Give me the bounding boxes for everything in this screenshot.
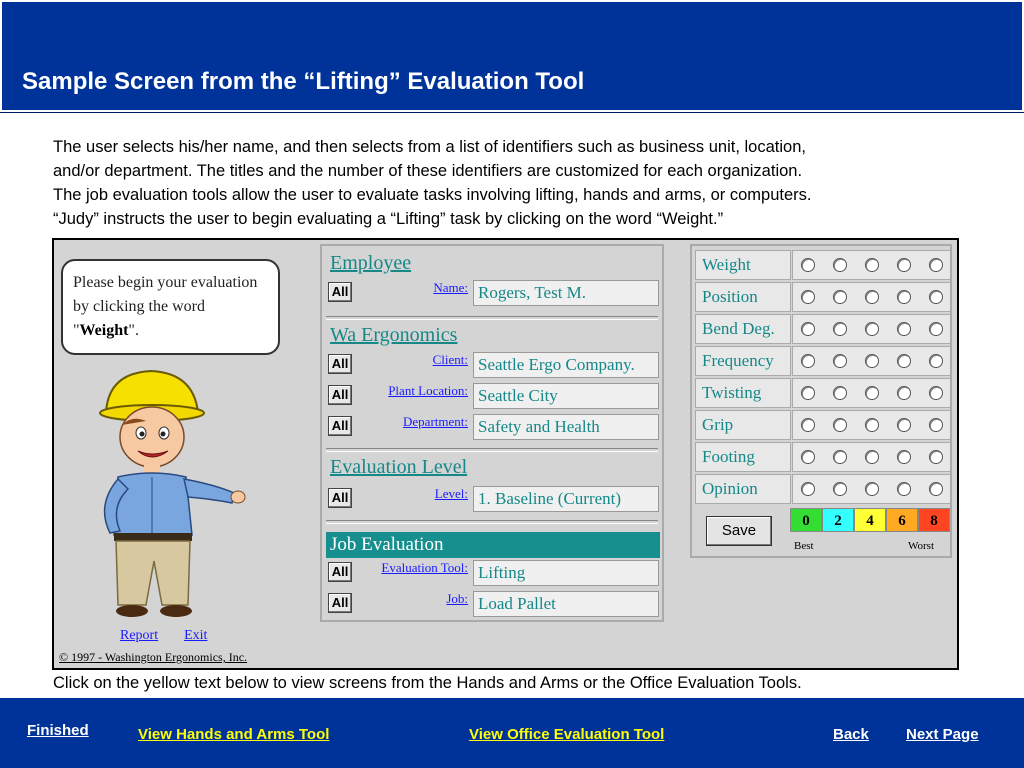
radio-button[interactable]	[833, 258, 847, 272]
copyright: © 1997 - Washington Ergonomics, Inc.	[59, 650, 248, 664]
judy-character-illustration	[76, 365, 246, 625]
radio-button[interactable]	[801, 354, 815, 368]
radio-button[interactable]	[865, 386, 879, 400]
bubble-text: Please begin your evaluation by clicking the word "	[73, 274, 258, 339]
client-label[interactable]: Client:	[432, 352, 468, 367]
radio-button[interactable]	[865, 354, 879, 368]
all-button-level[interactable]: All	[328, 488, 352, 508]
factor-label[interactable]: Twisting	[695, 378, 791, 408]
factor-label[interactable]: Position	[695, 282, 791, 312]
app-footer-links	[120, 628, 233, 644]
factor-radio-group	[792, 474, 951, 504]
radio-button[interactable]	[897, 354, 911, 368]
radio-button[interactable]	[801, 386, 815, 400]
radio-button[interactable]	[801, 290, 815, 304]
factor-radio-group	[792, 442, 951, 472]
speech-bubble	[61, 259, 280, 355]
risk-factor-grid	[690, 244, 952, 558]
radio-button[interactable]	[929, 450, 943, 464]
radio-button[interactable]	[833, 354, 847, 368]
view-hands-arms-link[interactable]: View Hands and Arms Tool	[138, 726, 330, 743]
factor-radio-group	[792, 378, 951, 408]
app-screenshot	[52, 238, 959, 670]
bottom-nav-band	[0, 698, 1024, 768]
report-link[interactable]: Report	[120, 628, 159, 643]
department-field[interactable]: Safety and Health	[473, 414, 659, 440]
factor-row	[695, 378, 951, 408]
radio-button[interactable]	[897, 418, 911, 432]
all-button-tool[interactable]: All	[328, 562, 352, 582]
radio-button[interactable]	[833, 482, 847, 496]
divider	[326, 520, 658, 524]
radio-button[interactable]	[929, 418, 943, 432]
radio-button[interactable]	[929, 386, 943, 400]
intro-text	[53, 135, 983, 231]
view-office-evaluation-link[interactable]: View Office Evaluation Tool	[469, 726, 665, 743]
exit-link[interactable]: Exit	[184, 628, 208, 643]
intro-line: The user selects his/her name, and then selects from a list of identifiers such as business unit, location,	[53, 138, 806, 156]
radio-button[interactable]	[897, 322, 911, 336]
radio-button[interactable]	[929, 290, 943, 304]
factor-label[interactable]: Bend Deg.	[695, 314, 791, 344]
radio-button[interactable]	[833, 386, 847, 400]
radio-button[interactable]	[897, 258, 911, 272]
section-evaluation-level: Evaluation Level	[330, 456, 468, 478]
radio-button[interactable]	[865, 258, 879, 272]
radio-button[interactable]	[929, 322, 943, 336]
factor-label[interactable]: Footing	[695, 442, 791, 472]
score-cell: 2	[822, 508, 854, 532]
factor-row	[695, 282, 951, 312]
intro-line: “Judy” instructs the user to begin evaluating a “Lifting” task by clicking on the word “Weight.”	[53, 210, 724, 228]
radio-button[interactable]	[833, 290, 847, 304]
department-label[interactable]: Department:	[403, 414, 468, 429]
radio-button[interactable]	[833, 418, 847, 432]
radio-button[interactable]	[865, 322, 879, 336]
client-field[interactable]: Seattle Ergo Company.	[473, 352, 659, 378]
radio-button[interactable]	[865, 290, 879, 304]
all-button-client[interactable]: All	[328, 354, 352, 374]
factor-row	[695, 346, 951, 376]
level-label[interactable]: Level:	[434, 486, 468, 501]
plant-row	[328, 383, 660, 409]
factor-radio-group	[792, 250, 951, 280]
radio-button[interactable]	[929, 482, 943, 496]
factor-radio-group	[792, 410, 951, 440]
divider	[326, 316, 658, 320]
factor-radio-group	[792, 282, 951, 312]
radio-button[interactable]	[801, 418, 815, 432]
next-page-link[interactable]: Next Page	[906, 726, 979, 743]
radio-button[interactable]	[897, 290, 911, 304]
factor-row	[695, 250, 951, 280]
factor-label[interactable]: Opinion	[695, 474, 791, 504]
factor-row	[695, 314, 951, 344]
score-cell: 0	[790, 508, 822, 532]
radio-button[interactable]	[929, 354, 943, 368]
section-job-evaluation: Job Evaluation	[326, 532, 660, 558]
factor-row	[695, 410, 951, 440]
all-button-plant[interactable]: All	[328, 385, 352, 405]
factor-label[interactable]: Frequency	[695, 346, 791, 376]
radio-button[interactable]	[833, 322, 847, 336]
factor-label[interactable]: Grip	[695, 410, 791, 440]
evaluation-tool-label[interactable]: Evaluation Tool:	[381, 560, 468, 575]
radio-button[interactable]	[929, 258, 943, 272]
level-field[interactable]: 1. Baseline (Current)	[473, 486, 659, 512]
radio-button[interactable]	[801, 322, 815, 336]
name-field[interactable]: Rogers, Test M.	[473, 280, 659, 306]
radio-button[interactable]	[801, 450, 815, 464]
name-row	[328, 280, 660, 306]
intro-line: and/or department. The titles and the number of these identifiers are customized for each organization.	[53, 162, 803, 180]
intro-line: The job evaluation tools allow the user to evaluate tasks involving lifting, hands and arms, or computers.	[53, 186, 812, 204]
evaluation-tool-field[interactable]: Lifting	[473, 560, 659, 586]
divider	[326, 448, 658, 452]
bubble-text-end: ".	[128, 322, 139, 339]
slide-title: Sample Screen from the “Lifting” Evaluation Tool	[22, 68, 585, 95]
radio-button[interactable]	[865, 482, 879, 496]
radio-button[interactable]	[865, 450, 879, 464]
finished-link[interactable]: Finished	[27, 722, 89, 739]
evaluation-form-panel	[320, 244, 664, 622]
level-row	[328, 486, 660, 512]
all-button-department[interactable]: All	[328, 416, 352, 436]
section-organization: Wa Ergonomics	[330, 324, 458, 346]
all-button-job[interactable]: All	[328, 593, 352, 613]
radio-button[interactable]	[865, 418, 879, 432]
job-field[interactable]: Load Pallet	[473, 591, 659, 617]
radio-button[interactable]	[897, 386, 911, 400]
radio-button[interactable]	[897, 450, 911, 464]
client-row	[328, 352, 660, 378]
section-employee: Employee	[330, 252, 412, 274]
worst-label: Worst	[908, 540, 935, 552]
radio-button[interactable]	[897, 482, 911, 496]
job-row	[328, 591, 660, 617]
back-link[interactable]: Back	[833, 726, 869, 743]
save-button[interactable]: Save	[706, 516, 772, 546]
score-cell: 8	[918, 508, 950, 532]
caption-text: Click on the yellow text below to view screens from the Hands and Arms or the Office Evaluation Tools.	[53, 674, 802, 692]
all-button-name[interactable]: All	[328, 282, 352, 302]
score-cell: 4	[854, 508, 886, 532]
department-row	[328, 414, 660, 440]
factor-row	[695, 442, 951, 472]
factor-radio-group	[792, 346, 951, 376]
radio-button[interactable]	[801, 482, 815, 496]
best-label: Best	[794, 540, 814, 552]
title-band	[0, 0, 1024, 112]
factor-radio-group	[792, 314, 951, 344]
job-label[interactable]: Job:	[446, 591, 468, 606]
plant-location-label[interactable]: Plant Location:	[388, 383, 468, 398]
plant-location-field[interactable]: Seattle City	[473, 383, 659, 409]
name-label[interactable]: Name:	[433, 280, 468, 295]
tool-row	[328, 560, 660, 586]
radio-button[interactable]	[801, 258, 815, 272]
radio-button[interactable]	[833, 450, 847, 464]
factor-label[interactable]: Weight	[695, 250, 791, 280]
bubble-bold-word: Weight	[79, 322, 129, 339]
factor-row	[695, 474, 951, 504]
score-cell: 6	[886, 508, 918, 532]
